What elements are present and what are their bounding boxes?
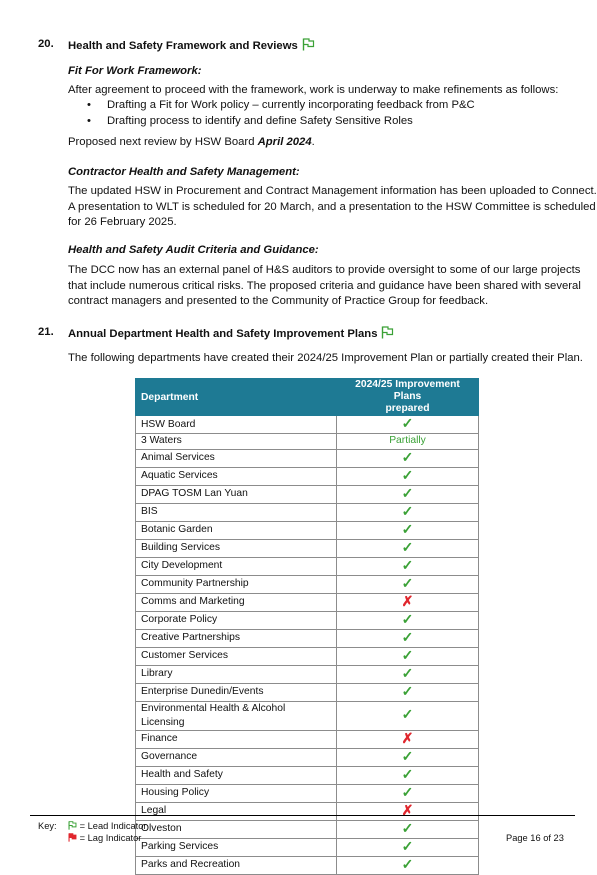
status-cell xyxy=(337,539,479,557)
department-cell: Creative Partnerships xyxy=(136,629,337,647)
section-20-number: 20. xyxy=(38,38,54,50)
department-cell: Enterprise Dunedin/Events xyxy=(136,683,337,701)
paragraph-line: for 26 February 2025. xyxy=(68,216,177,228)
department-cell: Parking Services xyxy=(136,838,337,856)
status-cell xyxy=(337,665,479,683)
tick-icon: ✓ xyxy=(401,765,414,782)
bullet-text: Drafting process to identify and define Safety Sensitive Roles xyxy=(107,114,413,127)
department-cell: Community Partnership xyxy=(136,575,337,593)
tick-icon: ✓ xyxy=(401,747,414,764)
column-header-line: 2024/25 Improvement Plans xyxy=(355,379,460,402)
column-header-line: prepared xyxy=(385,403,430,414)
department-cell: DPAG TOSM Lan Yuan xyxy=(136,485,337,503)
status-cell xyxy=(337,467,479,485)
paragraph-line: A presentation to WLT is scheduled for 20 March, and a presentation to the HSW Committee is scheduled xyxy=(68,200,596,213)
lag-indicator-flag-icon xyxy=(68,833,77,843)
department-cell: Botanic Garden xyxy=(136,521,337,539)
tick-icon: ✓ xyxy=(401,610,414,627)
fit-for-work-list xyxy=(68,98,475,129)
department-cell: HSW Board xyxy=(136,416,337,434)
tick-icon: ✓ xyxy=(401,520,414,537)
table-row xyxy=(136,434,479,450)
list-item: • Drafting process to identify and define Safety Sensitive Roles xyxy=(87,114,413,127)
status-cell xyxy=(337,838,479,856)
table-row xyxy=(136,416,479,434)
paragraph-line: that include numerous critical risks. The proposed criteria and guidance have been shared with several xyxy=(68,279,581,292)
status-cell xyxy=(337,683,479,701)
table-row xyxy=(136,665,479,683)
status-cell xyxy=(337,449,479,467)
contractor-heading: Contractor Health and Safety Management: xyxy=(68,166,300,178)
department-table-body xyxy=(136,416,479,875)
lag-key-text: = Lag Indicator xyxy=(79,833,142,843)
status-cell xyxy=(337,485,479,503)
fit-for-work-heading: Fit For Work Framework: xyxy=(68,65,202,77)
table-row xyxy=(136,820,479,838)
status-cell xyxy=(337,611,479,629)
tick-icon: ✓ xyxy=(401,837,414,854)
tick-icon: ✓ xyxy=(401,855,414,872)
table-row xyxy=(136,503,479,521)
section-20-heading xyxy=(38,38,298,52)
tick-icon: ✓ xyxy=(401,415,414,431)
table-header-row xyxy=(136,379,479,416)
footer-lead-key xyxy=(68,821,147,831)
table-row xyxy=(136,856,479,874)
lead-indicator-flag-icon xyxy=(68,821,77,831)
section-20-title-wrap xyxy=(68,38,315,54)
status-cell xyxy=(337,416,479,434)
status-cell xyxy=(337,784,479,802)
section-21-title-wrap xyxy=(68,326,394,342)
footer-rule xyxy=(30,815,575,816)
status-cell xyxy=(337,647,479,665)
cross-icon: ✗ xyxy=(401,592,414,609)
department-cell: Parks and Recreation xyxy=(136,856,337,874)
status-cell xyxy=(337,521,479,539)
table-row xyxy=(136,521,479,539)
status-cell xyxy=(337,575,479,593)
table-row xyxy=(136,701,479,730)
table-row xyxy=(136,611,479,629)
table-row xyxy=(136,485,479,503)
audit-heading: Health and Safety Audit Criteria and Guidance: xyxy=(68,244,319,256)
department-cell: BIS xyxy=(136,503,337,521)
department-cell: Housing Policy xyxy=(136,784,337,802)
status-cell xyxy=(337,802,479,820)
department-table xyxy=(135,378,479,875)
list-item: • Drafting a Fit for Work policy – currently incorporating feedback from P&C xyxy=(87,99,475,111)
table-row xyxy=(136,629,479,647)
tick-icon: ✓ xyxy=(401,783,414,800)
footer-lag-key xyxy=(68,833,141,843)
status-cell xyxy=(337,820,479,838)
paragraph-line: The DCC now has an external panel of H&S auditors to provide oversight to some of our large projects xyxy=(68,264,581,276)
table-row xyxy=(136,557,479,575)
tick-icon: ✓ xyxy=(401,646,414,663)
table-row xyxy=(136,784,479,802)
lead-indicator-flag-icon xyxy=(302,38,315,54)
department-cell: Governance xyxy=(136,748,337,766)
status-cell xyxy=(337,593,479,611)
status-cell xyxy=(337,748,479,766)
bullet-text: Drafting a Fit for Work policy – currently incorporating feedback from P&C xyxy=(107,99,475,111)
review-suffix: . xyxy=(311,136,315,148)
department-cell: Building Services xyxy=(136,539,337,557)
tick-icon: ✓ xyxy=(401,556,414,573)
lead-indicator-flag-icon xyxy=(381,326,394,342)
column-header-plans xyxy=(337,379,479,416)
section-21-title: Annual Department Health and Safety Improvement Plans xyxy=(68,328,378,340)
department-cell: Legal xyxy=(136,802,337,820)
contractor-paragraph xyxy=(68,184,597,231)
table-row xyxy=(136,575,479,593)
paragraph-line: The updated HSW in Procurement and Contract Management information has been uploaded to Connect. xyxy=(68,185,597,197)
table-row xyxy=(136,730,479,748)
department-cell: Olveston xyxy=(136,820,337,838)
fit-for-work-intro: After agreement to proceed with the framework, work is underway to make refinements as follows: xyxy=(68,84,559,96)
table-row xyxy=(136,748,479,766)
review-date: April 2024 xyxy=(257,136,312,148)
status-cell xyxy=(337,856,479,874)
department-cell: Comms and Marketing xyxy=(136,593,337,611)
section-21-intro: The following departments have created their 2024/25 Improvement Plan or partially created their Plan. xyxy=(68,352,583,364)
tick-icon: ✓ xyxy=(401,706,414,723)
status-cell xyxy=(337,629,479,647)
table-row xyxy=(136,449,479,467)
status-cell xyxy=(337,557,479,575)
review-line xyxy=(68,135,315,151)
status-cell xyxy=(337,766,479,784)
department-cell: Corporate Policy xyxy=(136,611,337,629)
table-row xyxy=(136,683,479,701)
status-cell xyxy=(337,730,479,748)
section-20-title: Health and Safety Framework and Reviews xyxy=(68,40,298,52)
tick-icon: ✓ xyxy=(401,664,414,681)
cross-icon: ✗ xyxy=(401,801,414,818)
department-cell: City Development xyxy=(136,557,337,575)
department-cell: Customer Services xyxy=(136,647,337,665)
lead-key-text: = Lead Indicator xyxy=(79,821,147,831)
page-number: Page 16 of 23 xyxy=(506,833,564,843)
table-row xyxy=(136,539,479,557)
tick-icon: ✓ xyxy=(401,502,414,519)
section-21-number: 21. xyxy=(38,326,54,338)
table-row xyxy=(136,647,479,665)
department-cell: Animal Services xyxy=(136,449,337,467)
column-header-department: Department xyxy=(136,379,337,416)
tick-icon: ✓ xyxy=(401,484,414,501)
status-cell xyxy=(337,701,479,730)
section-21-heading xyxy=(38,326,378,340)
review-prefix: Proposed next review by HSW Board xyxy=(68,136,258,148)
audit-paragraph xyxy=(68,263,581,310)
status-cell xyxy=(337,434,479,450)
department-cell: Aquatic Services xyxy=(136,467,337,485)
tick-icon: ✓ xyxy=(401,574,414,591)
table-row xyxy=(136,838,479,856)
cross-icon: ✗ xyxy=(401,729,414,746)
tick-icon: ✓ xyxy=(401,538,414,555)
table-row xyxy=(136,766,479,784)
status-cell xyxy=(337,503,479,521)
tick-icon: ✓ xyxy=(401,448,414,465)
paragraph-line: contract managers and presented to the Community of Practice Group for feedback. xyxy=(68,295,489,307)
tick-icon: ✓ xyxy=(401,628,414,645)
department-cell: Library xyxy=(136,665,337,683)
table-row xyxy=(136,593,479,611)
tick-icon: ✓ xyxy=(401,466,414,483)
table-row xyxy=(136,802,479,820)
partial-status: Partially xyxy=(389,435,426,447)
department-cell: Health and Safety xyxy=(136,766,337,784)
tick-icon: ✓ xyxy=(401,682,414,699)
department-cell: Environmental Health & Alcohol Licensing xyxy=(136,701,337,730)
department-cell: 3 Waters xyxy=(136,434,337,450)
table-row xyxy=(136,467,479,485)
footer-key-label: Key: xyxy=(38,821,57,831)
tick-icon: ✓ xyxy=(401,819,414,836)
department-cell: Finance xyxy=(136,730,337,748)
